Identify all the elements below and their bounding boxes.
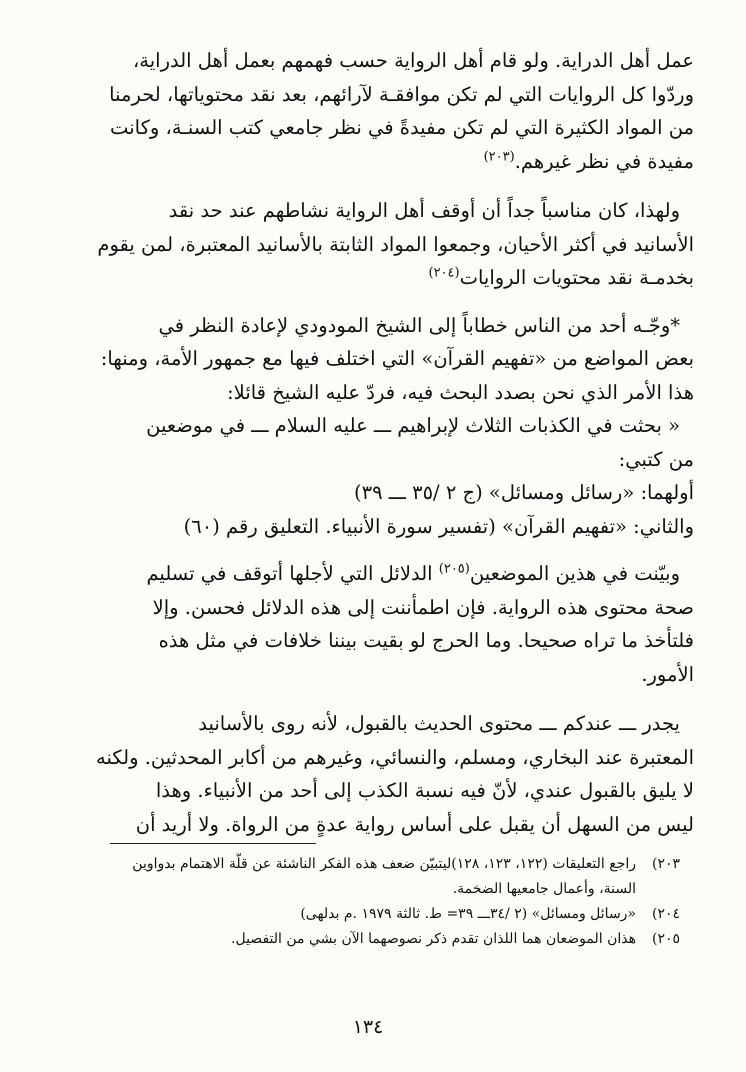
footnotes (80, 852, 680, 952)
text-line: لا يليق بالقبول عندي، لأنّ فيه نسبة الكذب إلى أحد من الأنبياء. وهذا (155, 779, 694, 802)
text-line: وردّوا كل الروايات التي لم تكن موافقـة لآرائهم، بعد نقد محتوياتها، لحرمنا (109, 82, 694, 106)
paragraph-3 (96, 309, 694, 410)
text-line: صحة محتوى هذه الرواية. فإن اطمأننت إلى هذه الدلائل فحسن. وإلا (152, 595, 694, 619)
paragraph-2 (96, 194, 694, 295)
footnote-ref: (٢٠٣) (483, 149, 515, 164)
footnote-number: ٢٠٥) (651, 931, 680, 947)
text-line: « بحثت في الكذبات الثلاث لإبراهيم ـــ عليه السلام ـــ في موضعين (146, 414, 680, 437)
footnote-ref: (٢٠٥) (438, 561, 470, 577)
text-line: الأسانيد في أكثر الأحيان، وجمعوا المواد الثابتة بالأسانيد المعتبرة، لمن يقوم (97, 232, 694, 256)
footnote-number: ٢٠٤) (651, 906, 680, 922)
text-line: مفيدة في نظر غيرهم. (514, 149, 694, 173)
text-line: بخدمـة نقد محتويات الروايات (459, 266, 694, 289)
page-number: ١٣٤ (352, 1016, 384, 1038)
paragraph-7 (96, 707, 694, 841)
text-line: الدلائل التي لأجلها أتوقف في تسليم (146, 562, 439, 585)
text-line: ولهذا، كان مناسباً جداً أن أوقف أهل الرواية نشاطهم عند حد نقد (168, 199, 680, 222)
text-line: يجدر ـــ عندكم ـــ محتوى الحديث بالقبول، لأنه روى بالأسانيد (198, 712, 680, 735)
text-line: ليس من السهل أن يقبل على أساس رواية عدةٍ من الرواة. ولا أريد أن (135, 812, 694, 836)
paragraph-6 (96, 557, 694, 691)
main-text (96, 44, 694, 841)
text-line: من المواد الكثيرة التي لم تكن مفيدةً في نظر جامعي كتب السنـة، وكانت (110, 116, 694, 139)
text-line: المعتبرة عند البخاري، ومسلم، والنسائي، وغيرهم من أكابر المحدثين. ولكنه (96, 745, 694, 769)
text-line: هذا الأمر الذي نحن بصدد البحث فيه، فردّ عليه الشيخ قائلا: (227, 380, 694, 404)
text-line: الأمور. (641, 662, 694, 686)
text-line: أولهما: «رسائل ومسائل» (ج ٢ /٣٥ ـــ ٣٩) (353, 481, 694, 504)
text-line: بعض المواضع من «تفهيم القرآن» التي اختلف فيها مع جمهور الأمة، ومنها: (100, 347, 694, 370)
footnote-text: راجع التعليقات (١٢٢، ١٢٣، ١٢٨)ليتبيّن ضعف هذه الفكر الناشئة عن قلّة الاهتمام بدواوين (132, 856, 636, 872)
text-line: وبيّنت في هذين الموضعين (469, 562, 680, 585)
paragraph-4 (96, 409, 694, 476)
paragraph-1 (96, 44, 694, 178)
text-line: *وجّـه أحد من الناس خطاباً إلى الشيخ المودودي لإعادة النظر في (158, 313, 680, 337)
text-line: من كتبي: (618, 447, 694, 471)
text-line: والثاني: «تفهيم القرآن» (تفسير سورة الأنبياء. التعليق رقم (٦٠) (183, 514, 694, 538)
text-line: فلتأخذ ما تراه صحيحا. وما الحرج لو بقيت بيننا خلافات في مثل هذه (158, 629, 694, 652)
footnote-205 (80, 927, 680, 952)
footnote-text-continued: السنة، وأعمال جامعيها الضخمة. (452, 881, 636, 897)
footnote-ref: (٢٠٤) (428, 265, 460, 281)
paragraph-5 (96, 476, 694, 543)
footnote-text: هذان الموضعان هما اللذان تقدم ذكر نصوصهما الآن بشي من التفصيل. (231, 931, 636, 947)
footnote-number: ٢٠٣) (651, 856, 680, 872)
footnote-separator (110, 843, 316, 844)
footnote-203 (80, 852, 680, 877)
text-line: عمل أهل الدراية. ولو قام أهل الرواية حسب فهمهم بعمل أهل الدراية، (132, 49, 694, 72)
footnote-204 (80, 902, 680, 927)
footnote-text: «رسائل ومسائل» (٢ /٣٤ـــ ٣٩= ط. ثالثة ١٩٧٩ .م بدلهى) (300, 906, 636, 922)
